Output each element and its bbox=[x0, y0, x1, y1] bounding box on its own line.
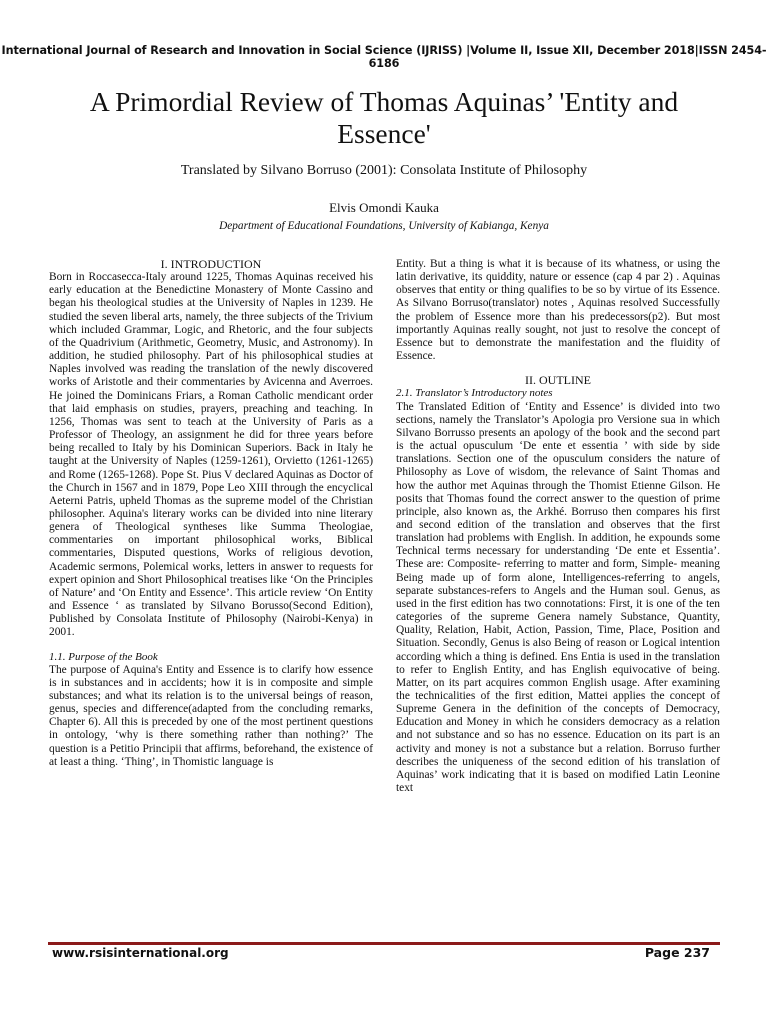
subsection-heading-purpose: 1.1. Purpose of the Book bbox=[49, 650, 158, 663]
journal-header: International Journal of Research and Innovation in Social Science (IJRISS) |Volume II, Issue XII, December 2018|ISSN 2454-6186 bbox=[1, 44, 767, 70]
introduction-paragraph: Born in Roccasecca-Italy around 1225, Thomas Aquinas received his early education at the Benedictine Monastery of Monte Cassino and began his theological studies at the University of Naples in 1239. He studied the seven liberal arts, namely, the three subjects of the Trivium which included Grammar, Logic, and Rhetoric, and the four subjects of the Quadrivium (Arithmetic, Geometry, Music, and Astronomy). In addition, he studied philosophy. Part of his philosophical studies at Naples involved was reading the translation of the newly discovered works of Aristotle and their commentaries by Avicenna and Averroes. He joined the Dominicans Friars, a Roman Catholic mendicant order that laid emphasis on studies, prayers, preaching and teaching. In 1256, Thomas was sent to teach at the University of Paris as a Professor of Theology, an assignment he did for three years before being recalled to Italy by his Dominican Superiors. Back in Italy he taught at the University of Naples (1259-1261), Orvietto (1261-1265) and Rome (1265-1268). Pope St. Pius V declared Aquinas as Doctor of the Church in 1567 and in 1879, Pope Leo XIII through the encyclical Aeterni Patris, upheld Thomas as the supreme model of the Christian philosopher. Aquina's literary works can be divided into nine literary genera of Theological syntheses like Summa Theologiae, commentaries on important philosophical works, Biblical commentaries, Disputed questions, Works of religious devotion, Academic sermons, Polemical works, letters in answer to requests for expert opinion and Short Philosophical treatises like ‘On the Principles of Nature’ and ‘On Entity and Essence’. This article review ‘On Entity and Essence ‘ as translated by Silvano Borusso(Second Edition), Published by Consolata Institute of Philosophy (Nairobi-Kenya) in 2001. bbox=[49, 271, 373, 639]
article-title: A Primordial Review of Thomas Aquinas’ 'Entity and Essence' bbox=[89, 86, 679, 149]
page-number: Page 237 bbox=[644, 945, 710, 960]
footer-rule bbox=[48, 942, 720, 945]
left-column bbox=[49, 258, 373, 769]
article-subtitle: Translated by Silvano Borruso (2001): Consolata Institute of Philosophy bbox=[180, 163, 588, 178]
outline-paragraph: The Translated Edition of ‘Entity and Essence’ is divided into two sections, namely the Translator’s Apologia pro Versione sua in which Silvano Borrusso presents an apology of the book and the second part is the actual opusculum ‘De ente et essentia ’ with side by side translations. Section one of the opusculum considers the nature of Philosophy as Love of wisdom, the relevance of Saint Thomas and how the author met Aquinas through the Thomist Etienne Gilson. He posits that Thomas found the correct answer to the question of prime principle, also known as, the Arkhé. Borruso then compares his first and second edition of the translation and observes that the first translation had problems with English. In addition, he expounds some Technical terms necessary for understanding ‘De ente et Essentia’. These are: Composite- referring to matter and form, Simple- meaning Being made up of form alone, Intelligences-referring to angels, separate substances-refers to Angels and the Human soul. Genus, as used in the first edition has two connotations: First, it is one of the ten categories of the supreme Genera namely Substance, Quantity, Quality, Relation, Habit, Action, Passion, Time, Place, Position and Situation. Secondly, Genus is also Being of reason or Logical intention according which a thing is defined. Ens Entia is used in the translation to refer to English Entity, and has English equivocative of being. Matter, on its part acquires common English usage. After examining the technicalities of the first edition, Mattei applies the concept of Supreme Genera in the definition of the concepts of Democracy, Education and Money in which he considers democracy as a relation and not substance and so has no essence. Education on its part is an activity and money is not a substance but a relation. Borruso further describes the uniqueness of the second edition of his translation of Aquinas’ work indicating that it is based on modified Latin Leonine text bbox=[396, 400, 720, 795]
section-heading-outline: II. OUTLINE bbox=[525, 373, 591, 388]
purpose-paragraph: The purpose of Aquina's Entity and Essence is to clarify how essence is in substances and in accidents; how it is in composite and simple substances; and what its relation is to the universal beings of reason, genus, species and difference(adapted from the concluding remarks, Chapter 6). All this is preceded by one of the most pertinent questions in ontology, ‘why is there something rather than nothing?’ The question is a Petitio Principii that affirms, beforehand, the existence of at least a thing. ‘Thing’, in Thomistic language is bbox=[49, 663, 373, 768]
section-heading-introduction: I. INTRODUCTION bbox=[160, 257, 262, 271]
footer-website: www.rsisinternational.org bbox=[52, 946, 229, 960]
author-affiliation: Department of Educational Foundations, University of Kabianga, Kenya bbox=[219, 220, 549, 232]
right-column bbox=[396, 258, 720, 795]
continuation-paragraph: Entity. But a thing is what it is because of its whatness, or using the latin derivative, its quiddity, nature or essence (cap 4 par 2) . Aquinas observes that entity or thing qualifies to be so by virtue of its Essence. As Silvano Borruso(translator) notes , Aquinas resolved Successfully the problem of Essence more than his predecessors(p2). But most importantly Aquinas really sought, not just to resolve the concept of Essence but to demonstrate the manifestation and the fluidity of Essence. bbox=[396, 258, 720, 363]
subsection-heading-translator-notes: 2.1. Translator’s Introductory notes bbox=[396, 387, 553, 400]
author-name: Elvis Omondi Kauka bbox=[329, 200, 439, 215]
